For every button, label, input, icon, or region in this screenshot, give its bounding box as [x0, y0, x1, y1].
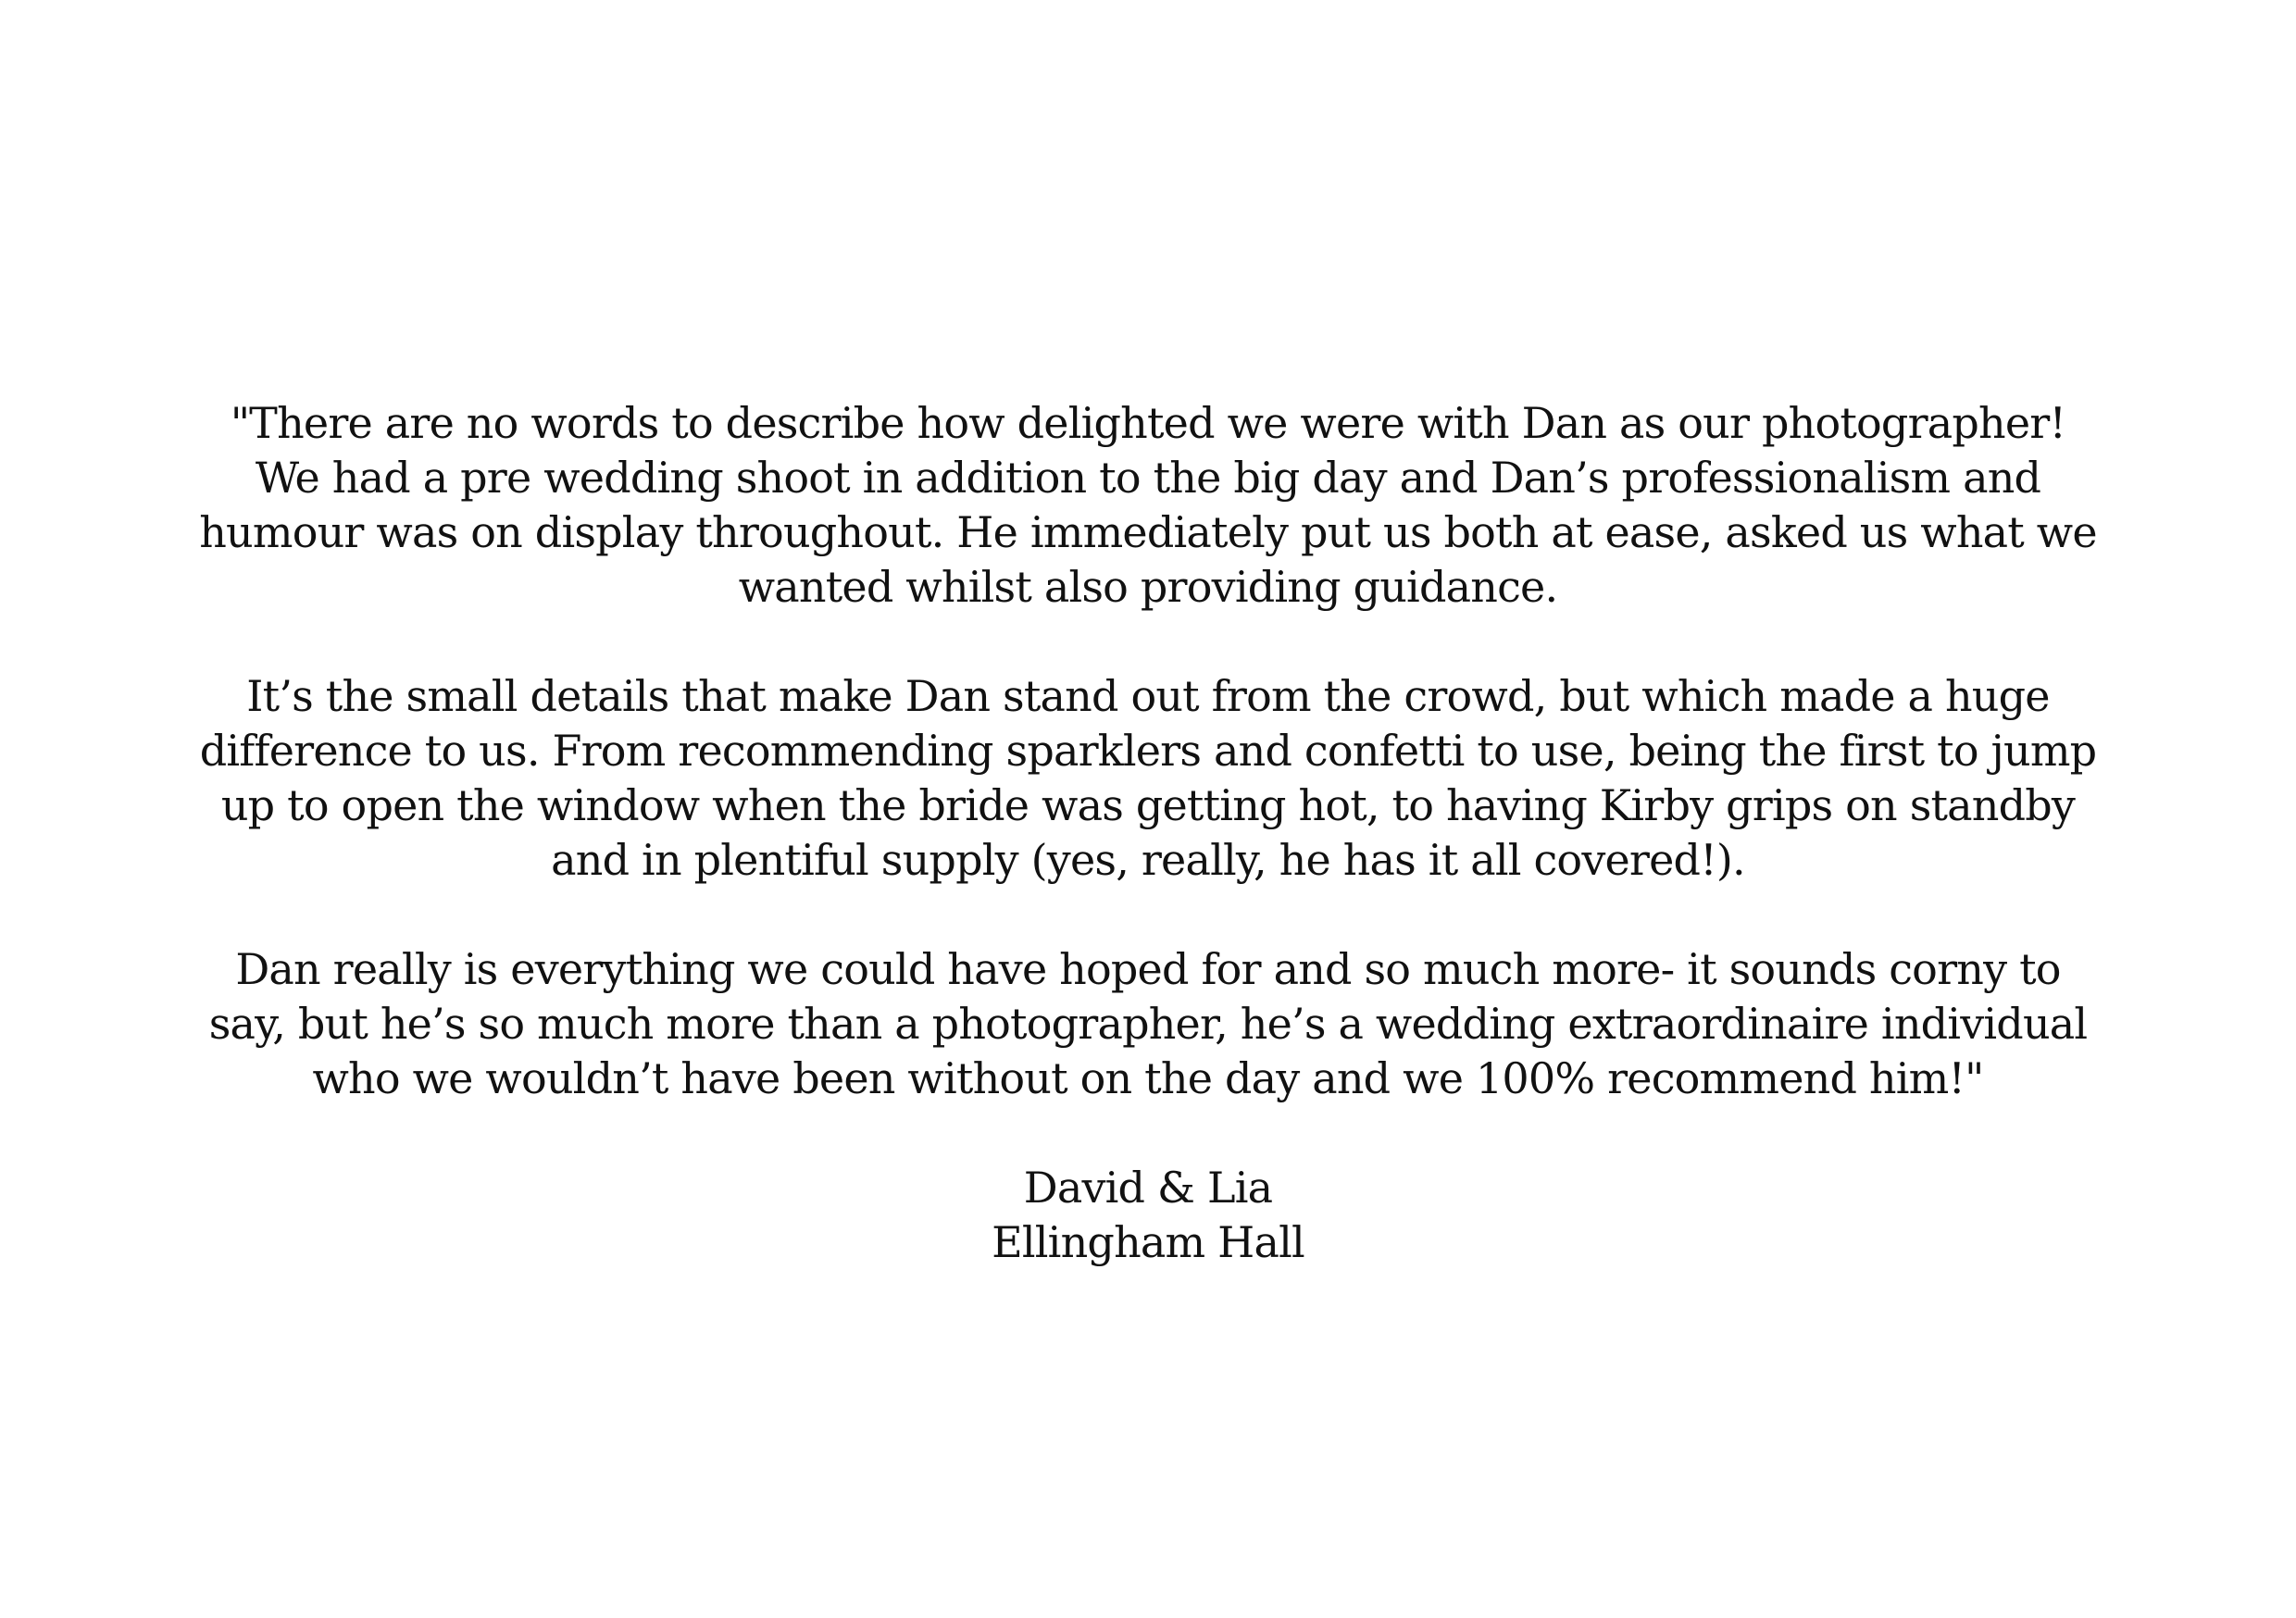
- testimonial-signature: [0, 1161, 2296, 1270]
- testimonial-line: It’s the small details that make Dan stand out from the crowd, but which made a huge: [246, 671, 2050, 721]
- testimonial-paragraph-3: [0, 942, 2296, 1106]
- testimonial-line: up to open the window when the bride was getting hot, to having Kirby grips on standby: [220, 780, 2076, 830]
- testimonial-line: say, but he’s so much more than a photographer, he’s a wedding extraordinaire individual: [208, 999, 2088, 1049]
- testimonial-line: "There are no words to describe how delighted we were with Dan as our photographer!: [230, 398, 2066, 448]
- testimonial-line: wanted whilst also providing guidance.: [738, 562, 1558, 612]
- testimonial-line: who we wouldn’t have been without on the day and we 100% recommend him!": [312, 1053, 1984, 1103]
- testimonial-line: Dan really is everything we could have hoped for and so much more- it sounds corny to: [235, 944, 2061, 994]
- testimonial-line: difference to us. From recommending sparklers and confetti to use, being the first to jump: [199, 726, 2097, 776]
- testimonial-paragraph-2: [0, 669, 2296, 888]
- author-name: David & Lia: [1023, 1163, 1273, 1213]
- testimonial-line: humour was on display throughout. He immediately put us both at ease, asked us what we: [199, 507, 2097, 557]
- testimonial-block: [0, 396, 2296, 1270]
- testimonial-line: and in plentiful supply (yes, really, he has it all covered!).: [551, 835, 1745, 885]
- testimonial-paragraph-1: [0, 396, 2296, 615]
- testimonial-line: We had a pre wedding shoot in addition to the big day and Dan’s professionalism and: [255, 453, 2041, 503]
- venue-name: Ellingham Hall: [992, 1217, 1304, 1267]
